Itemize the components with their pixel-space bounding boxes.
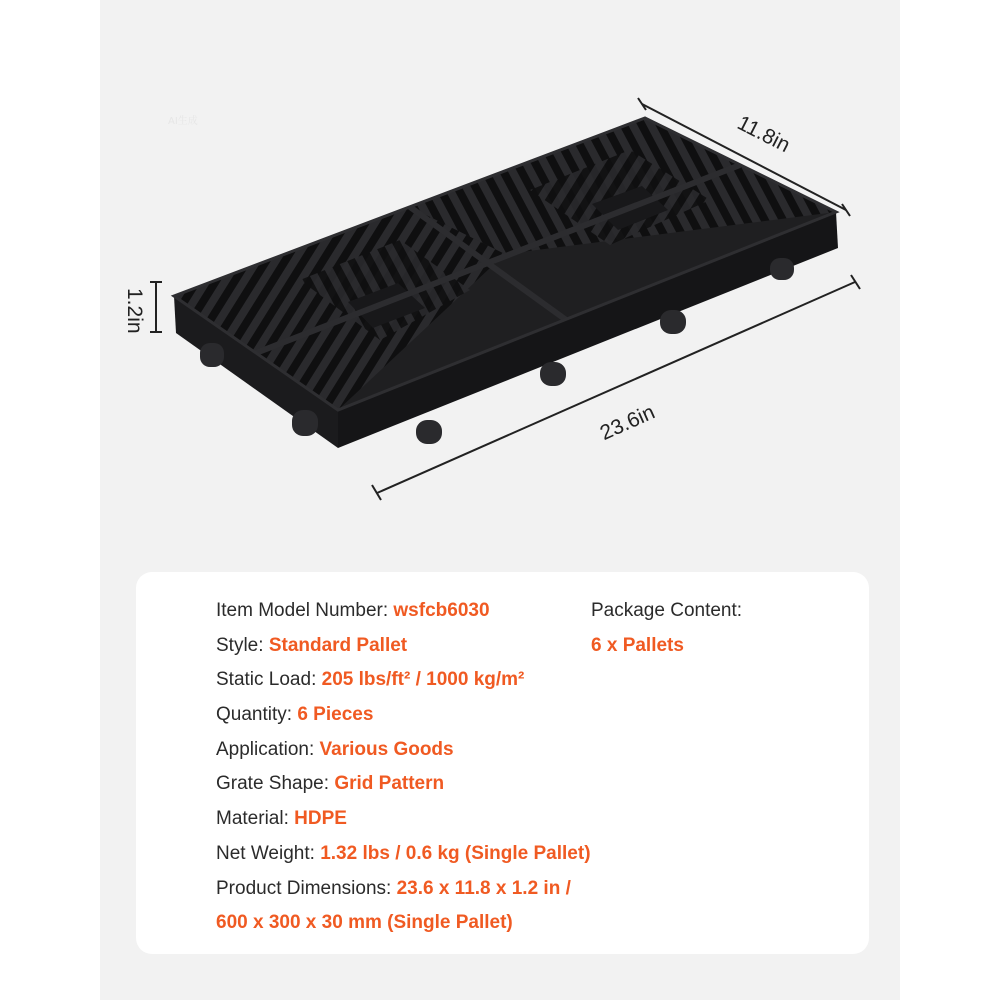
spec-row-quantity (216, 698, 591, 733)
watermark: AI生成 (168, 116, 198, 127)
dimension-height-label: 1.2in (123, 288, 146, 334)
dimension-height-line (150, 282, 162, 332)
spec-label: Product Dimensions: (216, 877, 392, 899)
dimension-length-label: 23.6in (596, 400, 659, 445)
spec-label: Style: (216, 634, 264, 656)
spec-value: HDPE (294, 808, 347, 830)
spec-value: 1.32 lbs / 0.6 kg (Single Pallet) (320, 842, 591, 864)
spec-row-material (216, 802, 591, 837)
spec-value: 23.6 x 11.8 x 1.2 in / (396, 877, 571, 899)
spec-row-static-load (216, 663, 591, 698)
spec-label: Application: (216, 738, 315, 760)
spec-row-net-weight (216, 837, 591, 872)
spec-value: 205 lbs/ft² / 1000 kg/m² (321, 669, 525, 691)
spec-list (216, 594, 591, 941)
spec-label: Material: (216, 808, 289, 830)
dimension-width-label: 11.8in (733, 111, 794, 158)
spec-row-dimensions (216, 872, 591, 907)
spec-row-dimensions-metric (216, 906, 591, 941)
spec-row-application (216, 733, 591, 768)
spec-label: Item Model Number: (216, 600, 389, 621)
spec-row-style (216, 629, 591, 664)
spec-label: Static Load: (216, 669, 317, 691)
spec-row-grate-shape (216, 767, 591, 802)
package-content (591, 594, 742, 663)
spec-row-model (216, 594, 591, 629)
spec-value: Standard Pallet (268, 634, 408, 656)
spec-label: Net Weight: (216, 842, 315, 864)
spec-label: Quantity: (216, 704, 293, 726)
spec-value: Grid Pattern (334, 773, 445, 795)
spec-label: Grate Shape: (216, 773, 330, 795)
spec-value: Various Goods (319, 738, 454, 760)
spec-value: 600 x 300 x 30 mm (Single Pallet) (216, 912, 513, 934)
package-content-value: 6 x Pallets (591, 634, 684, 656)
spec-card (136, 572, 869, 954)
package-content-label: Package Content: (591, 600, 743, 621)
spec-value: 6 Pieces (297, 704, 374, 726)
spec-value: wsfcb6030 (393, 600, 490, 621)
